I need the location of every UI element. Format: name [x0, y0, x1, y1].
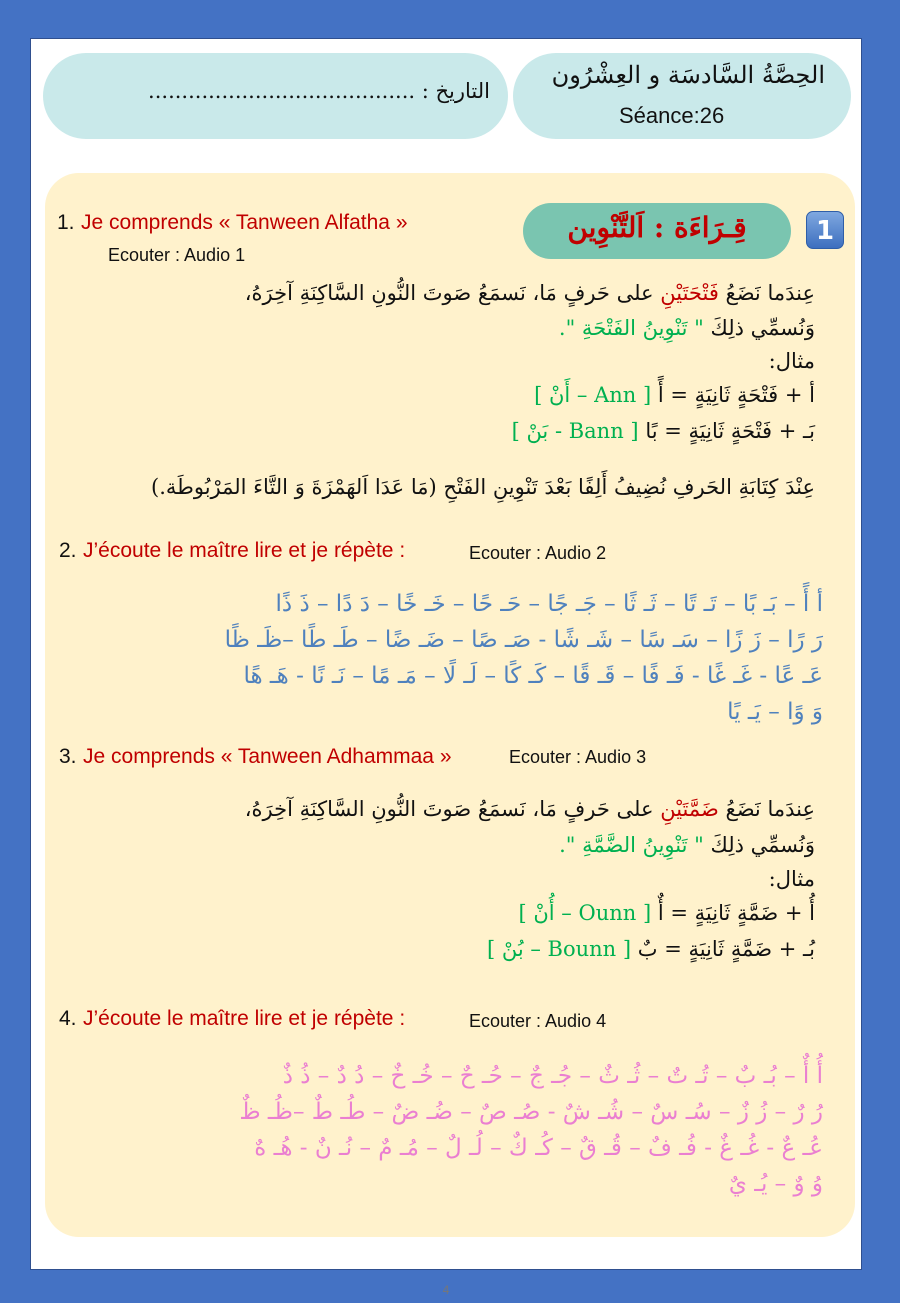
part3-dammatain-word: ضَمَّتَيْنِ: [660, 797, 719, 821]
worksheet-page: [30, 38, 862, 1297]
lesson-panel: [45, 173, 855, 1237]
part1-example2-formula: بَـ + فَتْحَةٍ ثَانِيَةٍ = بًا: [645, 419, 815, 443]
part2-heading: J’écoute le maître lire et je répète :: [83, 539, 406, 562]
date-field: التاريخ : ........................................: [148, 79, 490, 103]
part2-number: 2.: [59, 539, 77, 562]
part1-sentence-line1: [245, 281, 815, 305]
part4-audio-link[interactable]: Ecouter : Audio 4: [469, 1011, 607, 1031]
part1-writing-rule: عِنْدَ كِتَابَةِ الحَرفِ نُضِيفُ أَلِفًا بَعْدَ تَنْوِينِ الفَتْحِ (مَا عَدَا اَلهَمْزَةَ وَ التَّاءَ المَرْبُوطَة.): [151, 475, 815, 499]
part3-example2-formula: بُـ + ضَمَّةٍ ثَانِيَةٍ = بٌ: [637, 937, 815, 961]
part3-example2-sound: [ Bounn – بُنْ ]: [486, 937, 632, 961]
part3-heading: Je comprends « Tanween Adhammaa »: [83, 745, 452, 768]
part3-example1: [519, 901, 816, 925]
part1-number: 1.: [57, 211, 75, 234]
part1-sentence-line2: [559, 316, 815, 340]
part1-example2: [512, 419, 815, 443]
part4-reading-row-1: أُ أٌ – بُـ بٌ – تُـ تٌ – ثُـ ثٌ – جُـ جٌ – حُـ حٌ – خُـ خٌ – دُ دٌ – ذُ ذٌ: [282, 1063, 823, 1089]
part4-reading-row-4: وُ وٌ – يُـ يٌ: [728, 1171, 823, 1197]
part1-line2-start: وَنُسمِّي ذلِكَ: [710, 316, 815, 340]
part2-audio-link[interactable]: Ecouter : Audio 2: [469, 543, 607, 563]
part2-reading-row-3: عَـ عًا - غَـ غًا - فَـ فًا – قَـ قًا – كَـ كًا – لَـ لًا – مَـ مًا – نَـ نًا - هَـ هًا: [243, 663, 823, 689]
part1-example1: [534, 383, 815, 407]
page-number: 4: [442, 1283, 450, 1297]
part4-number: 4.: [59, 1007, 77, 1030]
part3-example-label: مثال:: [768, 867, 815, 891]
section-number-badge: 1: [806, 211, 844, 249]
part3-example2: [487, 937, 815, 961]
part1-example2-sound: [ Bann - بَنْ ]: [511, 419, 639, 443]
session-title-arabic: الحِصَّةُ السَّادسَة و العِشْرُون: [551, 61, 825, 89]
part3-example1-sound: [ Ounn – أُنْ ]: [518, 901, 652, 925]
part1-example1-sound: [ Ann – أَنْ ]: [534, 383, 652, 407]
part3-example1-formula: أُ + ضَمَّةٍ ثَانِيَةٍ = أٌ: [657, 901, 815, 925]
part1-audio-link[interactable]: Ecouter : Audio 1: [108, 245, 246, 265]
part2-reading-row-2: رَ رًا – زَ زًا – سَـ سًا – شَـ شًا - صَـ صًا – ضَـ ضًا – طَـ طًا –ظَـ ظًا: [224, 627, 823, 653]
session-title-pill: [513, 53, 851, 139]
part3-sentence-line2: [559, 833, 815, 857]
part1-line1-end: على حَرفٍ مَا، نَسمَعُ صَوتَ النُّونِ السَّاكِنَةِ آخِرَهُ،: [244, 281, 654, 305]
part3-line1-end: على حَرفٍ مَا، نَسمَعُ صَوتَ النُّونِ السَّاكِنَةِ آخِرَهُ،: [244, 797, 654, 821]
part3-tanween-name: " تَنْوِينُ الضَّمَّةِ ".: [559, 833, 704, 857]
part3-sentence-line1: [245, 797, 815, 821]
part1-example1-formula: أ + فَتْحَةٍ ثَانِيَةٍ = أً: [657, 383, 815, 407]
part1-fathatain-word: فَتْحَتَيْنِ: [660, 281, 719, 305]
session-title-french: Séance:26: [619, 103, 725, 128]
part3-line1-start: عِندَما نَضَعُ: [725, 797, 815, 821]
part3-number: 3.: [59, 745, 77, 768]
part3-audio-link[interactable]: Ecouter : Audio 3: [509, 747, 647, 767]
section-title: قِـرَاءَة : اَلتَّنْوِين: [567, 211, 747, 244]
part2-reading-row-1: أ أً – بَـ بًا – تَـ تًا – ثَـ ثًا – جَـ جًا – حَـ حًا – خَـ خًا – دَ دًا – ذَ ذًا: [275, 591, 823, 617]
part4-heading: J’écoute le maître lire et je répète :: [83, 1007, 406, 1030]
part1-example-label: مثال:: [768, 349, 815, 373]
part4-reading-row-2: رُ رٌ – زُ زٌ – سُـ سٌ – شُـ شٌ - صُـ صٌ – ضُـ ضٌ – طُـ طٌ –ظُـ ظٌ: [239, 1099, 823, 1125]
part3-line2-start: وَنُسمِّي ذلِكَ: [710, 833, 815, 857]
part4-reading-row-3: عُـ عٌ - غُـ غٌ - فُـ فٌ – قُـ قٌ – كُـ كٌ – لُـ لٌ – مُـ مٌ – نُـ نٌ - هُـ هٌ: [254, 1135, 823, 1161]
date-pill: [43, 53, 508, 139]
part2-reading-row-4: وَ وًا – يَـ يًا: [727, 699, 823, 725]
section-title-pill: [523, 203, 791, 259]
part1-heading: Je comprends « Tanween Alfatha »: [81, 211, 408, 234]
part1-line1-start: عِندَما نَضَعُ: [725, 281, 815, 305]
part1-tanween-name: " تَنْوِينُ الفَتْحَةِ ".: [558, 316, 704, 340]
